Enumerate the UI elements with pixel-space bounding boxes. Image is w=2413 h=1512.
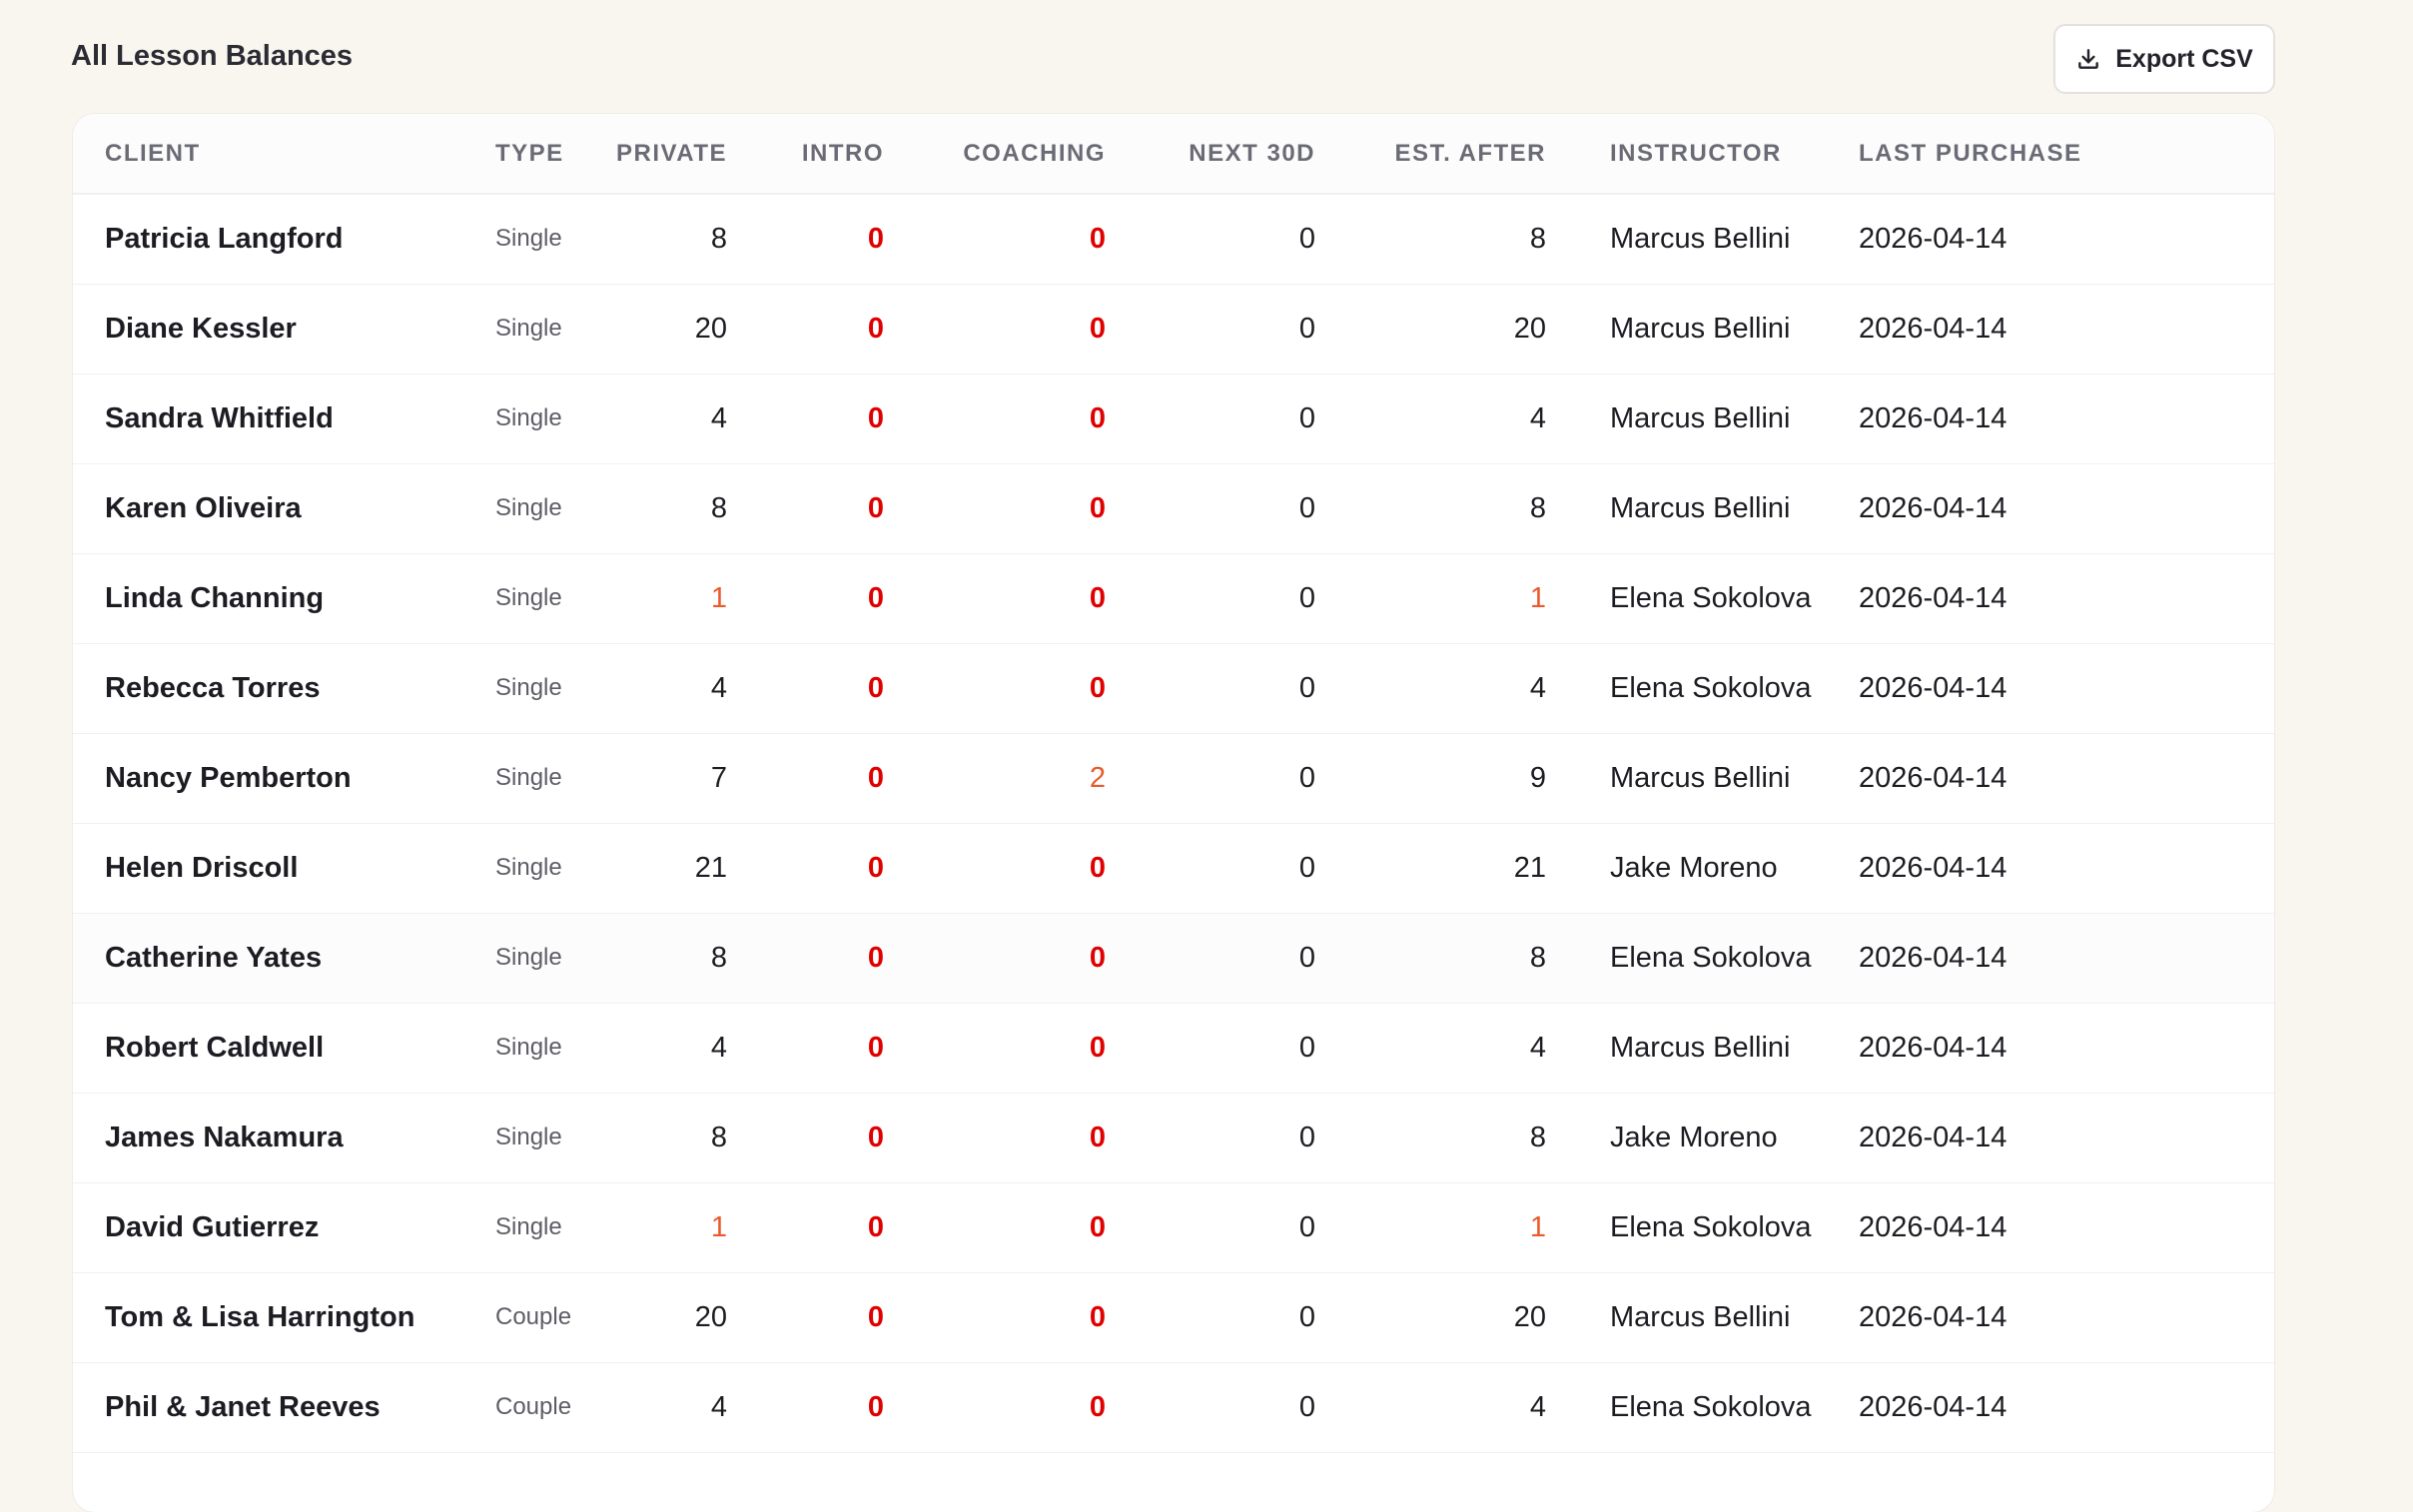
- last-purchase-cell: 2026-04-14: [1859, 1031, 2008, 1064]
- table-row[interactable]: [73, 284, 2274, 374]
- type-cell: Single: [495, 1213, 562, 1240]
- private-cell: 4: [710, 401, 727, 434]
- last-purchase-cell: 2026-04-14: [1859, 941, 2008, 974]
- last-purchase-cell: 2026-04-14: [1859, 581, 2008, 614]
- private-cell: 4: [710, 671, 727, 704]
- type-cell: Single: [495, 764, 562, 791]
- last-purchase-cell: 2026-04-14: [1859, 401, 2008, 434]
- table-row[interactable]: [73, 913, 2274, 1003]
- private-cell: 20: [694, 1300, 727, 1333]
- column-header-intro[interactable]: INTRO: [801, 139, 884, 167]
- intro-cell: 0: [867, 401, 884, 434]
- next-30d-cell: 0: [1298, 1390, 1315, 1423]
- column-header-est-after[interactable]: EST. AFTER: [1394, 139, 1546, 167]
- type-cell: Single: [495, 1124, 562, 1150]
- private-cell: 8: [710, 1121, 727, 1153]
- column-header-last-purchase[interactable]: LAST PURCHASE: [1859, 139, 2082, 167]
- intro-cell: 0: [867, 671, 884, 704]
- coaching-cell: 0: [1089, 581, 1106, 614]
- next-30d-cell: 0: [1298, 671, 1315, 704]
- private-cell: 8: [710, 491, 727, 524]
- instructor-cell: Marcus Bellini: [1610, 401, 1791, 434]
- instructor-cell: Marcus Bellini: [1610, 761, 1791, 794]
- instructor-cell: Marcus Bellini: [1610, 312, 1791, 345]
- column-header-client[interactable]: CLIENT: [105, 139, 201, 167]
- type-cell: Single: [495, 854, 562, 881]
- last-purchase-cell: 2026-04-14: [1859, 851, 2008, 884]
- est-after-cell: 8: [1529, 941, 1546, 974]
- download-icon: [2075, 46, 2101, 72]
- last-purchase-cell: 2026-04-14: [1859, 491, 2008, 524]
- table-row[interactable]: [73, 553, 2274, 643]
- next-30d-cell: 0: [1298, 1300, 1315, 1333]
- instructor-cell: Jake Moreno: [1610, 851, 1778, 884]
- est-after-cell: 4: [1529, 671, 1546, 704]
- table-row[interactable]: [73, 374, 2274, 463]
- table-row[interactable]: [73, 733, 2274, 823]
- instructor-cell: Marcus Bellini: [1610, 491, 1791, 524]
- est-after-cell: 20: [1513, 1300, 1546, 1333]
- intro-cell: 0: [867, 1300, 884, 1333]
- private-cell: 1: [710, 581, 727, 614]
- intro-cell: 0: [867, 1121, 884, 1153]
- intro-cell: 0: [867, 851, 884, 884]
- next-30d-cell: 0: [1298, 401, 1315, 434]
- column-header-instructor[interactable]: INSTRUCTOR: [1610, 139, 1782, 167]
- table-row[interactable]: [73, 823, 2274, 913]
- column-header-type[interactable]: TYPE: [495, 139, 564, 167]
- intro-cell: 0: [867, 581, 884, 614]
- column-header-next-30d[interactable]: NEXT 30D: [1189, 139, 1315, 167]
- client-cell: Helen Driscoll: [105, 851, 299, 884]
- est-after-cell: 20: [1513, 312, 1546, 345]
- private-cell: 8: [710, 222, 727, 255]
- instructor-cell: Elena Sokolova: [1610, 941, 1812, 974]
- intro-cell: 0: [867, 491, 884, 524]
- coaching-cell: 0: [1089, 671, 1106, 704]
- type-cell: Single: [495, 404, 562, 431]
- table-header-row: [73, 114, 2274, 194]
- est-after-cell: 8: [1529, 491, 1546, 524]
- type-cell: Single: [495, 494, 562, 521]
- intro-cell: 0: [867, 222, 884, 255]
- last-purchase-cell: 2026-04-14: [1859, 222, 2008, 255]
- table-row[interactable]: [73, 1003, 2274, 1093]
- intro-cell: 0: [867, 1031, 884, 1064]
- coaching-cell: 0: [1089, 941, 1106, 974]
- est-after-cell: 1: [1529, 1210, 1546, 1243]
- next-30d-cell: 0: [1298, 1210, 1315, 1243]
- private-cell: 8: [710, 941, 727, 974]
- instructor-cell: Elena Sokolova: [1610, 671, 1812, 704]
- instructor-cell: Marcus Bellini: [1610, 1300, 1791, 1333]
- coaching-cell: 0: [1089, 491, 1106, 524]
- table-row[interactable]: [73, 1362, 2274, 1452]
- table-row[interactable]: [73, 1182, 2274, 1272]
- type-cell: Couple: [495, 1393, 572, 1420]
- type-cell: Single: [495, 944, 562, 971]
- next-30d-cell: 0: [1298, 581, 1315, 614]
- next-30d-cell: 0: [1298, 1121, 1315, 1153]
- private-cell: 1: [710, 1210, 727, 1243]
- coaching-cell: 0: [1089, 1121, 1106, 1153]
- private-cell: 7: [710, 761, 727, 794]
- coaching-cell: 0: [1089, 1031, 1106, 1064]
- last-purchase-cell: 2026-04-14: [1859, 1121, 2008, 1153]
- table-row[interactable]: [73, 194, 2274, 284]
- intro-cell: 0: [867, 1210, 884, 1243]
- private-cell: 4: [710, 1031, 727, 1064]
- est-after-cell: 9: [1529, 761, 1546, 794]
- next-30d-cell: 0: [1298, 1031, 1315, 1064]
- client-cell: James Nakamura: [105, 1121, 344, 1153]
- client-cell: Linda Channing: [105, 581, 325, 614]
- coaching-cell: 0: [1089, 1300, 1106, 1333]
- coaching-cell: 0: [1089, 1390, 1106, 1423]
- private-cell: 4: [710, 1390, 727, 1423]
- type-cell: Single: [495, 674, 562, 701]
- last-purchase-cell: 2026-04-14: [1859, 1210, 2008, 1243]
- client-cell: Karen Oliveira: [105, 491, 302, 524]
- lesson-balances-table: [73, 114, 2274, 1512]
- next-30d-cell: 0: [1298, 941, 1315, 974]
- last-purchase-cell: 2026-04-14: [1859, 1300, 2008, 1333]
- instructor-cell: Elena Sokolova: [1610, 581, 1812, 614]
- private-cell: 20: [694, 312, 727, 345]
- private-cell: 21: [694, 851, 727, 884]
- coaching-cell: 2: [1089, 761, 1106, 794]
- last-purchase-cell: 2026-04-14: [1859, 761, 2008, 794]
- next-30d-cell: 0: [1298, 312, 1315, 345]
- client-cell: Diane Kessler: [105, 312, 297, 345]
- instructor-cell: Elena Sokolova: [1610, 1210, 1812, 1243]
- est-after-cell: 8: [1529, 1121, 1546, 1153]
- intro-cell: 0: [867, 941, 884, 974]
- table-row[interactable]: [73, 1093, 2274, 1182]
- last-purchase-cell: 2026-04-14: [1859, 1390, 2008, 1423]
- est-after-cell: 1: [1529, 581, 1546, 614]
- client-cell: Tom & Lisa Harrington: [105, 1300, 415, 1333]
- export-csv-label: Export CSV: [2115, 44, 2253, 73]
- coaching-cell: 0: [1089, 222, 1106, 255]
- last-purchase-cell: 2026-04-14: [1859, 671, 2008, 704]
- next-30d-cell: 0: [1298, 491, 1315, 524]
- instructor-cell: Marcus Bellini: [1610, 222, 1791, 255]
- intro-cell: 0: [867, 312, 884, 345]
- type-cell: Single: [495, 315, 562, 342]
- next-30d-cell: 0: [1298, 851, 1315, 884]
- client-cell: Robert Caldwell: [105, 1031, 325, 1064]
- intro-cell: 0: [867, 761, 884, 794]
- est-after-cell: 21: [1513, 851, 1546, 884]
- est-after-cell: 4: [1529, 1390, 1546, 1423]
- type-cell: Single: [495, 1034, 562, 1061]
- last-purchase-cell: 2026-04-14: [1859, 312, 2008, 345]
- coaching-cell: 0: [1089, 401, 1106, 434]
- type-cell: Single: [495, 584, 562, 611]
- table-row[interactable]: [73, 463, 2274, 553]
- coaching-cell: 0: [1089, 851, 1106, 884]
- table-row[interactable]: [73, 1272, 2274, 1362]
- client-cell: Patricia Langford: [105, 222, 344, 255]
- column-header-private[interactable]: PRIVATE: [616, 139, 727, 167]
- table-row[interactable]: [73, 643, 2274, 733]
- next-30d-cell: 0: [1298, 222, 1315, 255]
- client-cell: Sandra Whitfield: [105, 401, 334, 434]
- instructor-cell: Jake Moreno: [1610, 1121, 1778, 1153]
- est-after-cell: 4: [1529, 401, 1546, 434]
- client-cell: David Gutierrez: [105, 1210, 320, 1243]
- instructor-cell: Marcus Bellini: [1610, 1031, 1791, 1064]
- client-cell: Catherine Yates: [105, 941, 323, 974]
- est-after-cell: 8: [1529, 222, 1546, 255]
- type-cell: Couple: [495, 1303, 572, 1330]
- instructor-cell: Elena Sokolova: [1610, 1390, 1812, 1423]
- client-cell: Phil & Janet Reeves: [105, 1390, 381, 1423]
- intro-cell: 0: [867, 1390, 884, 1423]
- type-cell: Single: [495, 225, 562, 253]
- coaching-cell: 0: [1089, 312, 1106, 345]
- page-title: All Lesson Balances: [71, 40, 354, 72]
- est-after-cell: 4: [1529, 1031, 1546, 1064]
- next-30d-cell: 0: [1298, 761, 1315, 794]
- client-cell: Rebecca Torres: [105, 671, 321, 704]
- coaching-cell: 0: [1089, 1210, 1106, 1243]
- table-body: [73, 194, 2274, 1452]
- export-csv-button[interactable]: [2053, 24, 2275, 94]
- column-header-coaching[interactable]: COACHING: [963, 139, 1106, 167]
- client-cell: Nancy Pemberton: [105, 761, 352, 794]
